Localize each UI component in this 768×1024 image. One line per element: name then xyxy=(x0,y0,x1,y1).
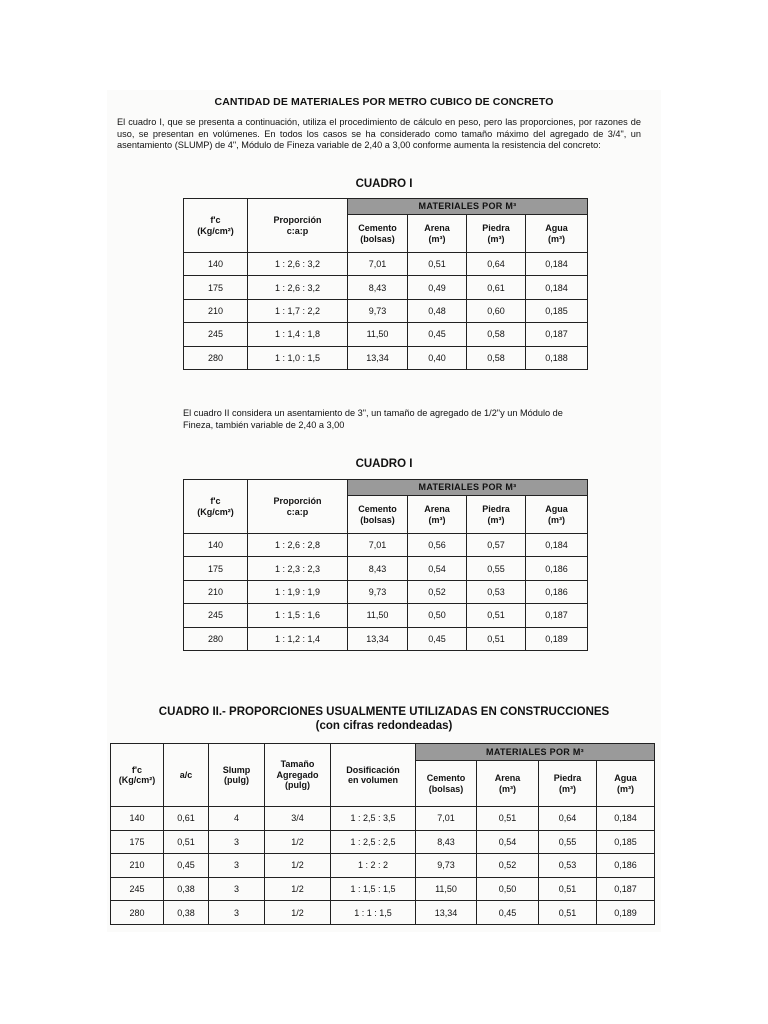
header-materiales: MATERIALES POR M³ xyxy=(348,199,588,215)
table-cell: 1/2 xyxy=(265,877,331,901)
table-cell: 0,184 xyxy=(597,807,655,831)
table-cell: 1 : 2,6 : 3,2 xyxy=(248,253,348,276)
table-cell: 13,34 xyxy=(416,901,477,925)
table-row xyxy=(184,627,588,650)
header-fc: f'c (Kg/cm²) xyxy=(184,480,248,534)
table-row xyxy=(184,346,588,369)
table-cell: 7,01 xyxy=(348,253,408,276)
table-cell: 0,184 xyxy=(526,253,588,276)
table-cell: 0,186 xyxy=(526,557,588,580)
table-cell: 280 xyxy=(111,901,164,925)
table-cell: 0,56 xyxy=(408,534,467,557)
table-cell: 1 : 1,4 : 1,8 xyxy=(248,323,348,346)
table-cell: 8,43 xyxy=(348,557,408,580)
table-cell: 8,43 xyxy=(348,276,408,299)
table-cell: 0,58 xyxy=(467,323,526,346)
table-row xyxy=(184,253,588,276)
table-cell: 9,73 xyxy=(348,299,408,322)
table-cell: 0,64 xyxy=(467,253,526,276)
table-cell: 11,50 xyxy=(416,877,477,901)
table-cell: 0,186 xyxy=(597,854,655,878)
table-cell: 1 : 1 : 1,5 xyxy=(331,901,416,925)
table-cell: 1 : 1,0 : 1,5 xyxy=(248,346,348,369)
table-cell: 0,185 xyxy=(597,830,655,854)
table-cell: 1 : 2 : 2 xyxy=(331,854,416,878)
table-cell: 0,185 xyxy=(526,299,588,322)
table-cell: 1 : 2,6 : 2,8 xyxy=(248,534,348,557)
table2-caption: CUADRO I xyxy=(355,458,413,470)
table-row xyxy=(111,854,655,878)
header-ac: a/c xyxy=(164,744,209,807)
header-piedra: Piedra (m³) xyxy=(539,761,597,807)
table-cell: 280 xyxy=(184,346,248,369)
table-cell: 0,50 xyxy=(477,877,539,901)
table-cell: 0,58 xyxy=(467,346,526,369)
table-cell: 8,43 xyxy=(416,830,477,854)
table-cell: 3 xyxy=(209,830,265,854)
table-cell: 210 xyxy=(184,580,248,603)
header-materiales: MATERIALES POR M³ xyxy=(348,480,588,496)
table-cell: 9,73 xyxy=(348,580,408,603)
table-cell: 1 : 2,5 : 2,5 xyxy=(331,830,416,854)
table-cuadro-2 xyxy=(110,743,655,925)
table-cell: 0,49 xyxy=(408,276,467,299)
table-cell: 1 : 1,9 : 1,9 xyxy=(248,580,348,603)
table-cell: 0,187 xyxy=(526,323,588,346)
table-cell: 245 xyxy=(111,877,164,901)
header-slump: Slump (pulg) xyxy=(209,744,265,807)
header-proporcion: Proporción c:a:p xyxy=(248,199,348,253)
table-cell: 1/2 xyxy=(265,854,331,878)
table-cell: 0,53 xyxy=(467,580,526,603)
table-cell: 1 : 1,2 : 1,4 xyxy=(248,627,348,650)
header-cemento: Cemento (bolsas) xyxy=(348,215,408,253)
header-materiales: MATERIALES POR M³ xyxy=(416,744,655,761)
table-cell: 0,51 xyxy=(467,627,526,650)
table-cell: 0,51 xyxy=(164,830,209,854)
table-cell: 245 xyxy=(184,604,248,627)
table-cell: 0,54 xyxy=(408,557,467,580)
header-proporcion: Proporción c:a:p xyxy=(248,480,348,534)
table-cell: 13,34 xyxy=(348,346,408,369)
table-cell: 140 xyxy=(184,253,248,276)
table-cell: 0,187 xyxy=(526,604,588,627)
table-cell: 175 xyxy=(111,830,164,854)
header-arena: Arena (m³) xyxy=(408,215,467,253)
table-cell: 140 xyxy=(184,534,248,557)
table-cell: 3 xyxy=(209,854,265,878)
table-cell: 7,01 xyxy=(416,807,477,831)
table-cell: 0,184 xyxy=(526,276,588,299)
table-cell: 0,55 xyxy=(467,557,526,580)
header-arena: Arena (m³) xyxy=(408,496,467,534)
table-cell: 1 : 1,7 : 2,2 xyxy=(248,299,348,322)
table-cuadro-1b xyxy=(183,479,588,651)
table-cell: 0,61 xyxy=(164,807,209,831)
table-cell: 175 xyxy=(184,276,248,299)
table-cell: 175 xyxy=(184,557,248,580)
header-fc: f'c (Kg/cm²) xyxy=(184,199,248,253)
table-cell: 1 : 2,3 : 2,3 xyxy=(248,557,348,580)
header-arena: Arena (m³) xyxy=(477,761,539,807)
table-cell: 0,187 xyxy=(597,877,655,901)
header-agua: Agua (m³) xyxy=(526,496,588,534)
header-fc: f'c (Kg/cm²) xyxy=(111,744,164,807)
table-row xyxy=(184,299,588,322)
table-cell: 0,51 xyxy=(539,877,597,901)
table-cell: 0,38 xyxy=(164,901,209,925)
table-cell: 1/2 xyxy=(265,901,331,925)
table-cell: 0,50 xyxy=(408,604,467,627)
table-cell: 0,51 xyxy=(408,253,467,276)
table-cell: 0,48 xyxy=(408,299,467,322)
table-cell: 0,45 xyxy=(477,901,539,925)
table-cell: 0,51 xyxy=(539,901,597,925)
table-cell: 1/2 xyxy=(265,830,331,854)
table-cell: 11,50 xyxy=(348,323,408,346)
table-cell: 3/4 xyxy=(265,807,331,831)
table-cuadro-1 xyxy=(183,198,588,370)
header-tamano: Tamaño Agregado (pulg) xyxy=(265,744,331,807)
header-dosificacion: Dosificación en volumen xyxy=(331,744,416,807)
table-cell: 0,51 xyxy=(477,807,539,831)
table-row xyxy=(111,901,655,925)
table-cell: 0,184 xyxy=(526,534,588,557)
table-row xyxy=(184,276,588,299)
table-cell: 0,45 xyxy=(408,627,467,650)
table-cell: 0,45 xyxy=(164,854,209,878)
header-piedra: Piedra (m³) xyxy=(467,215,526,253)
table-cell: 1 : 2,5 : 3,5 xyxy=(331,807,416,831)
table-row xyxy=(111,877,655,901)
header-cemento: Cemento (bolsas) xyxy=(416,761,477,807)
table-cell: 0,60 xyxy=(467,299,526,322)
table-cell: 210 xyxy=(111,854,164,878)
table-cell: 280 xyxy=(184,627,248,650)
table-cell: 0,45 xyxy=(408,323,467,346)
table-row xyxy=(184,534,588,557)
table-cell: 0,61 xyxy=(467,276,526,299)
table-cell: 3 xyxy=(209,901,265,925)
header-agua: Agua (m³) xyxy=(597,761,655,807)
table-cell: 0,54 xyxy=(477,830,539,854)
table-cell: 11,50 xyxy=(348,604,408,627)
table-cell: 0,189 xyxy=(526,627,588,650)
table-cell: 0,53 xyxy=(539,854,597,878)
table-cell: 0,55 xyxy=(539,830,597,854)
table-row xyxy=(184,580,588,603)
table-row xyxy=(184,604,588,627)
table-row xyxy=(184,557,588,580)
table-row xyxy=(184,323,588,346)
scanned-page xyxy=(107,90,661,932)
table-cell: 7,01 xyxy=(348,534,408,557)
table-cell: 0,57 xyxy=(467,534,526,557)
table-cell: 0,186 xyxy=(526,580,588,603)
table-cell: 0,40 xyxy=(408,346,467,369)
table-cell: 9,73 xyxy=(416,854,477,878)
table-cell: 13,34 xyxy=(348,627,408,650)
table-cell: 0,52 xyxy=(408,580,467,603)
table-cell: 0,38 xyxy=(164,877,209,901)
table3-caption: CUADRO II.- PROPORCIONES USUALMENTE UTILIZADAS EN CONSTRUCCIONES (con cifras redondeadas) xyxy=(158,706,610,732)
intro-paragraph: El cuadro I, que se presenta a continuación, utiliza el procedimiento de cálculo en peso, pero las proporciones, por razones de uso, se presentan en volúmenes. En todos los casos se ha considerado como tamaño máximo del agregado de 3/4", un asentamiento (SLUMP) de 4", Módulo de Fineza variable de 2,40 a 3,00 conforme aumenta la resistencia del concreto: xyxy=(117,117,641,151)
table1-caption: CUADRO I xyxy=(355,178,413,190)
table-cell: 4 xyxy=(209,807,265,831)
table-cell: 210 xyxy=(184,299,248,322)
paragraph-cuadro-2: El cuadro II considera un asentamiento de 3", un tamaño de agregado de 1/2"y un Módulo de Fineza, también variable de 2,40 a 3,00 xyxy=(183,408,563,430)
table-cell: 1 : 2,6 : 3,2 xyxy=(248,276,348,299)
header-agua: Agua (m³) xyxy=(526,215,588,253)
table-cell: 245 xyxy=(184,323,248,346)
table-row xyxy=(111,830,655,854)
table-cell: 0,189 xyxy=(597,901,655,925)
header-piedra: Piedra (m³) xyxy=(467,496,526,534)
header-cemento: Cemento (bolsas) xyxy=(348,496,408,534)
table-cell: 3 xyxy=(209,877,265,901)
table-cell: 0,52 xyxy=(477,854,539,878)
table-cell: 140 xyxy=(111,807,164,831)
table-cell: 0,188 xyxy=(526,346,588,369)
table-cell: 0,51 xyxy=(467,604,526,627)
table-cell: 1 : 1,5 : 1,6 xyxy=(248,604,348,627)
table-row xyxy=(111,807,655,831)
table-cell: 0,64 xyxy=(539,807,597,831)
table-cell: 1 : 1,5 : 1,5 xyxy=(331,877,416,901)
document-title: CANTIDAD DE MATERIALES POR METRO CUBICO DE CONCRETO xyxy=(214,96,554,108)
